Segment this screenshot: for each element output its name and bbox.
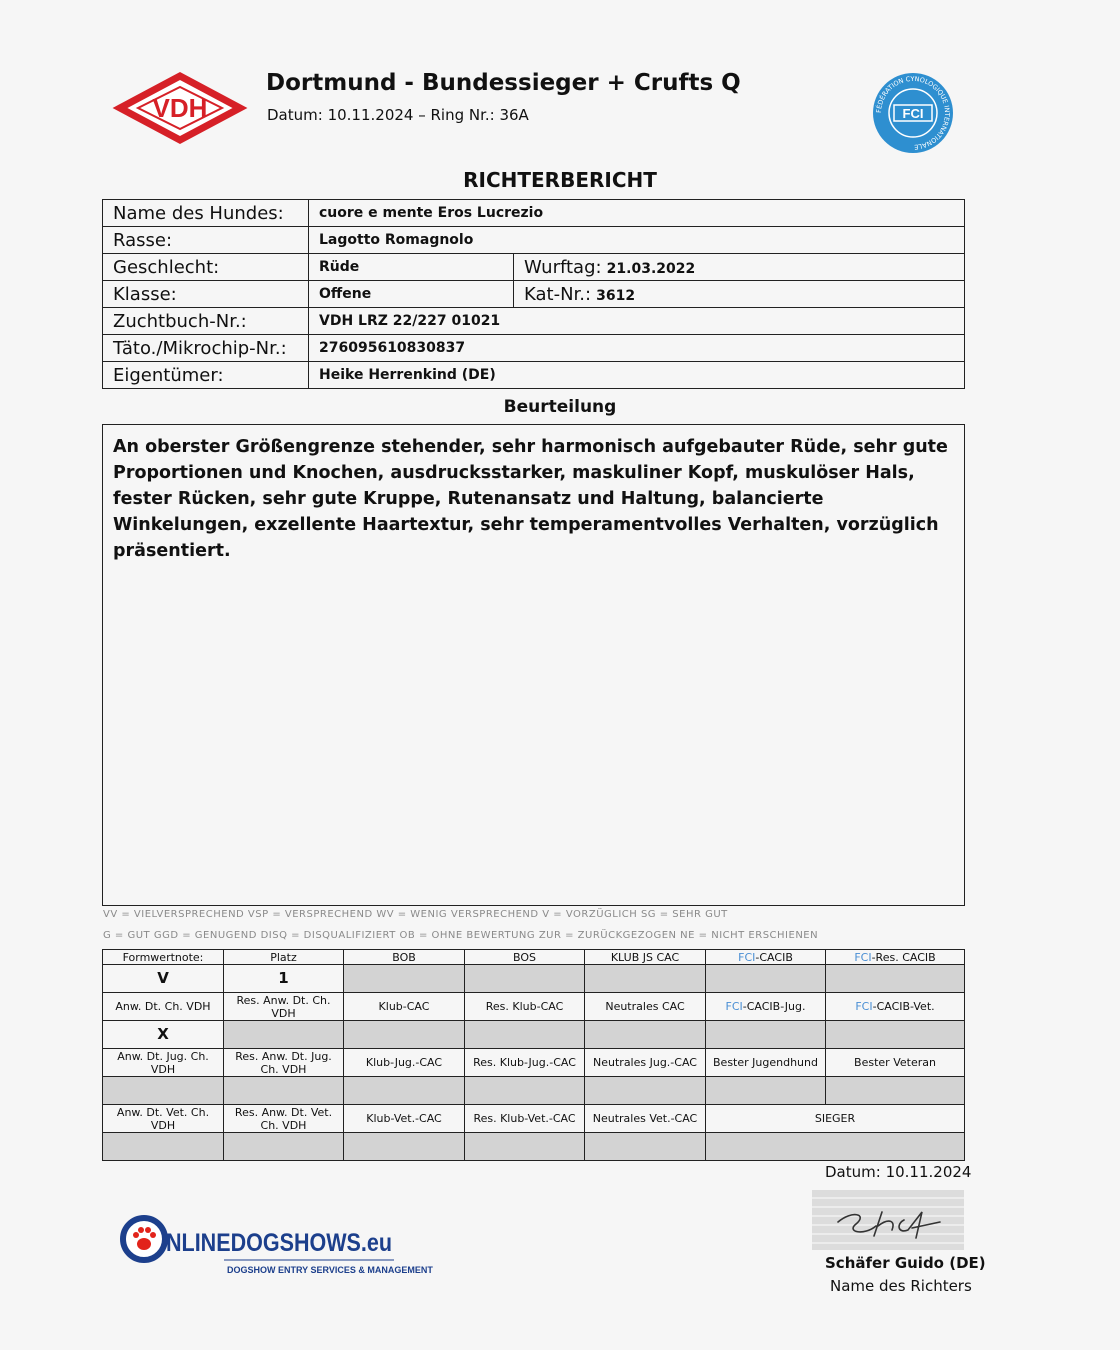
fci-logo xyxy=(870,72,956,154)
event-title: Dortmund - Bundessieger + Crufts Q xyxy=(266,70,741,96)
title-row-veteran xyxy=(103,1105,965,1133)
neutrales-vet-cac-label: Neutrales Vet.-CAC xyxy=(585,1105,706,1133)
birth-value: 21.03.2022 xyxy=(606,260,696,277)
res-cacib-header xyxy=(826,950,965,965)
cacib-header xyxy=(706,950,826,965)
breed-value: Lagotto Romagnolo xyxy=(309,227,965,254)
row-class xyxy=(103,281,965,308)
assessment-text: An oberster Größengrenze stehender, sehr harmonisch aufgebauter Rüde, sehr gute Proportionen und Knochen, ausdrucksstarker, maskuliner Kopf, muskulöser Hals, fester Rücken, sehr gute Kruppe, Rutenansatz und Haltung, balancierte Winkelungen, exzellente Haartextur, sehr temperamentvolles Verhalten, vorzüglich präsentiert. xyxy=(102,424,965,906)
svg-text:DOGSHOW ENTRY SERVICES & MANAG: DOGSHOW ENTRY SERVICES & MANAGEMENT xyxy=(227,1265,433,1275)
cat-value: 3612 xyxy=(596,287,636,304)
res-klub-vet-cac-label: Res. Klub-Vet.-CAC xyxy=(465,1105,585,1133)
class-label: Klasse: xyxy=(103,281,309,308)
results-header-row xyxy=(103,950,965,965)
klub-jug-cac-cell xyxy=(344,1077,465,1105)
res-klub-cac-cell xyxy=(465,1021,585,1049)
anw-dt-jug-ch-cell xyxy=(103,1077,224,1105)
cat-cell xyxy=(514,281,965,308)
res-klub-jug-cac-cell xyxy=(465,1077,585,1105)
mark-row-veteran xyxy=(103,1133,965,1161)
res-anw-dt-ch-label: Res. Anw. Dt. Ch. VDH xyxy=(224,993,344,1021)
bob-header: BOB xyxy=(344,950,465,965)
res-anw-dt-vet-ch-label: Res. Anw. Dt. Vet. Ch. VDH xyxy=(224,1105,344,1133)
place-value: 1 xyxy=(224,965,344,993)
anw-dt-ch-mark: X xyxy=(103,1021,224,1049)
row-sex xyxy=(103,254,965,281)
neutrales-cac-cell xyxy=(585,1021,706,1049)
title-row-junior xyxy=(103,1049,965,1077)
fci-tag: FCI xyxy=(738,950,756,964)
cacib-label: -CACIB xyxy=(755,950,793,964)
klub-jug-cac-label: Klub-Jug.-CAC xyxy=(344,1049,465,1077)
sex-label: Geschlecht: xyxy=(103,254,309,281)
res-cacib-label: -Res. CACIB xyxy=(871,950,936,964)
neutrales-jug-cac-label: Neutrales Jug.-CAC xyxy=(585,1049,706,1077)
vdh-logo xyxy=(116,72,244,144)
res-cacib-cell xyxy=(826,965,965,993)
class-value: Offene xyxy=(309,281,514,308)
cacib-jug-cell xyxy=(706,1021,826,1049)
anw-dt-vet-ch-label: Anw. Dt. Vet. Ch. VDH xyxy=(103,1105,224,1133)
results-value-row xyxy=(103,965,965,993)
klub-cac-cell xyxy=(344,1021,465,1049)
svg-text:FCI: FCI xyxy=(902,106,924,121)
res-klub-vet-cac-cell xyxy=(465,1133,585,1161)
owner-label: Eigentümer: xyxy=(103,362,309,389)
dog-info-table xyxy=(102,199,965,389)
cat-label: Kat-Nr.: xyxy=(524,283,592,305)
chip-value: 276095610830837 xyxy=(309,335,965,362)
birth-label: Wurftag: xyxy=(524,256,602,278)
bester-veteran-label: Bester Veteran xyxy=(826,1049,965,1077)
klub-cac-label: Klub-CAC xyxy=(344,993,465,1021)
event-subtitle: Datum: 10.11.2024 – Ring Nr.: 36A xyxy=(267,106,529,124)
bester-veteran-cell xyxy=(826,1077,965,1105)
judge-name: Schäfer Guido (DE) xyxy=(825,1254,986,1272)
dog-name-value: cuore e mente Eros Lucrezio xyxy=(309,200,965,227)
svg-text:NLINEDOGSHOWS.eu: NLINEDOGSHOWS.eu xyxy=(166,1229,392,1257)
svg-text:FÉDÉRATION CYNOLOGIQUE INTERNA: FÉDÉRATION CYNOLOGIQUE INTERNATIONALE xyxy=(874,74,952,152)
neutrales-vet-cac-cell xyxy=(585,1133,706,1161)
fci-tag: FCI xyxy=(725,1000,743,1013)
mark-row-adult xyxy=(103,1021,965,1049)
onlinedogshows-logo xyxy=(120,1213,433,1277)
studbook-label: Zuchtbuch-Nr.: xyxy=(103,308,309,335)
svg-text:VDH: VDH xyxy=(152,93,208,123)
cacib-vet-label: FCI-CACIB-Vet. xyxy=(826,993,965,1021)
klub-js-cac-header: KLUB JS CAC xyxy=(585,950,706,965)
res-anw-dt-jug-ch-cell xyxy=(224,1077,344,1105)
klub-vet-cac-cell xyxy=(344,1133,465,1161)
sieger-cell xyxy=(706,1133,965,1161)
mark-row-junior xyxy=(103,1077,965,1105)
row-breed xyxy=(103,227,965,254)
klub-js-cac-cell xyxy=(585,965,706,993)
row-owner xyxy=(103,362,965,389)
grade-header: Formwertnote: xyxy=(103,950,224,965)
report-title: RICHTERBERICHT xyxy=(463,168,657,192)
res-anw-dt-vet-ch-cell xyxy=(224,1133,344,1161)
assessment-title: Beurteilung xyxy=(503,397,617,417)
row-chip xyxy=(103,335,965,362)
anw-dt-jug-ch-label: Anw. Dt. Jug. Ch. VDH xyxy=(103,1049,224,1077)
anw-dt-ch-label: Anw. Dt. Ch. VDH xyxy=(103,993,224,1021)
cacib-cell xyxy=(706,965,826,993)
bos-cell xyxy=(465,965,585,993)
judge-signature xyxy=(812,1190,964,1250)
neutrales-jug-cac-cell xyxy=(585,1077,706,1105)
legend-line-2: G = GUT GGD = GENUGEND DISQ = DISQUALIFIZIERT OB = OHNE BEWERTUNG ZUR = ZURÜCKGEZOGEN NE = NICHT ERSCHIENEN xyxy=(103,930,819,941)
cacib-vet-cell xyxy=(826,1021,965,1049)
owner-value: Heike Herrenkind (DE) xyxy=(309,362,965,389)
birth-cell xyxy=(514,254,965,281)
grade-value: V xyxy=(103,965,224,993)
bos-header: BOS xyxy=(465,950,585,965)
title-row-adult xyxy=(103,993,965,1021)
legend-line-1: VV = VIELVERSPRECHEND VSP = VERSPRECHEND WV = WENIG VERSPRECHEND V = VORZÜGLICH SG = SEHR GUT xyxy=(103,909,728,920)
row-name xyxy=(103,200,965,227)
dog-name-label: Name des Hundes: xyxy=(103,200,309,227)
footer-date: Datum: 10.11.2024 xyxy=(825,1163,972,1181)
bester-jugendhund-label: Bester Jugendhund xyxy=(706,1049,826,1077)
anw-dt-vet-ch-cell xyxy=(103,1133,224,1161)
results-table xyxy=(102,949,965,1161)
breed-label: Rasse: xyxy=(103,227,309,254)
neutrales-cac-label: Neutrales CAC xyxy=(585,993,706,1021)
judge-caption: Name des Richters xyxy=(830,1277,972,1295)
klub-vet-cac-label: Klub-Vet.-CAC xyxy=(344,1105,465,1133)
res-anw-dt-ch-cell xyxy=(224,1021,344,1049)
chip-label: Täto./Mikrochip-Nr.: xyxy=(103,335,309,362)
place-header: Platz xyxy=(224,950,344,965)
fci-tag: FCI xyxy=(855,1000,873,1013)
res-klub-jug-cac-label: Res. Klub-Jug.-CAC xyxy=(465,1049,585,1077)
row-studbook xyxy=(103,308,965,335)
studbook-value: VDH LRZ 22/227 01021 xyxy=(309,308,965,335)
sieger-label: SIEGER xyxy=(706,1105,965,1133)
res-klub-cac-label: Res. Klub-CAC xyxy=(465,993,585,1021)
res-anw-dt-jug-ch-label: Res. Anw. Dt. Jug. Ch. VDH xyxy=(224,1049,344,1077)
bester-jugendhund-cell xyxy=(706,1077,826,1105)
bob-cell xyxy=(344,965,465,993)
sex-value: Rüde xyxy=(309,254,514,281)
fci-tag: FCI xyxy=(854,950,872,964)
cacib-jug-label: FCI-CACIB-Jug. xyxy=(706,993,826,1021)
